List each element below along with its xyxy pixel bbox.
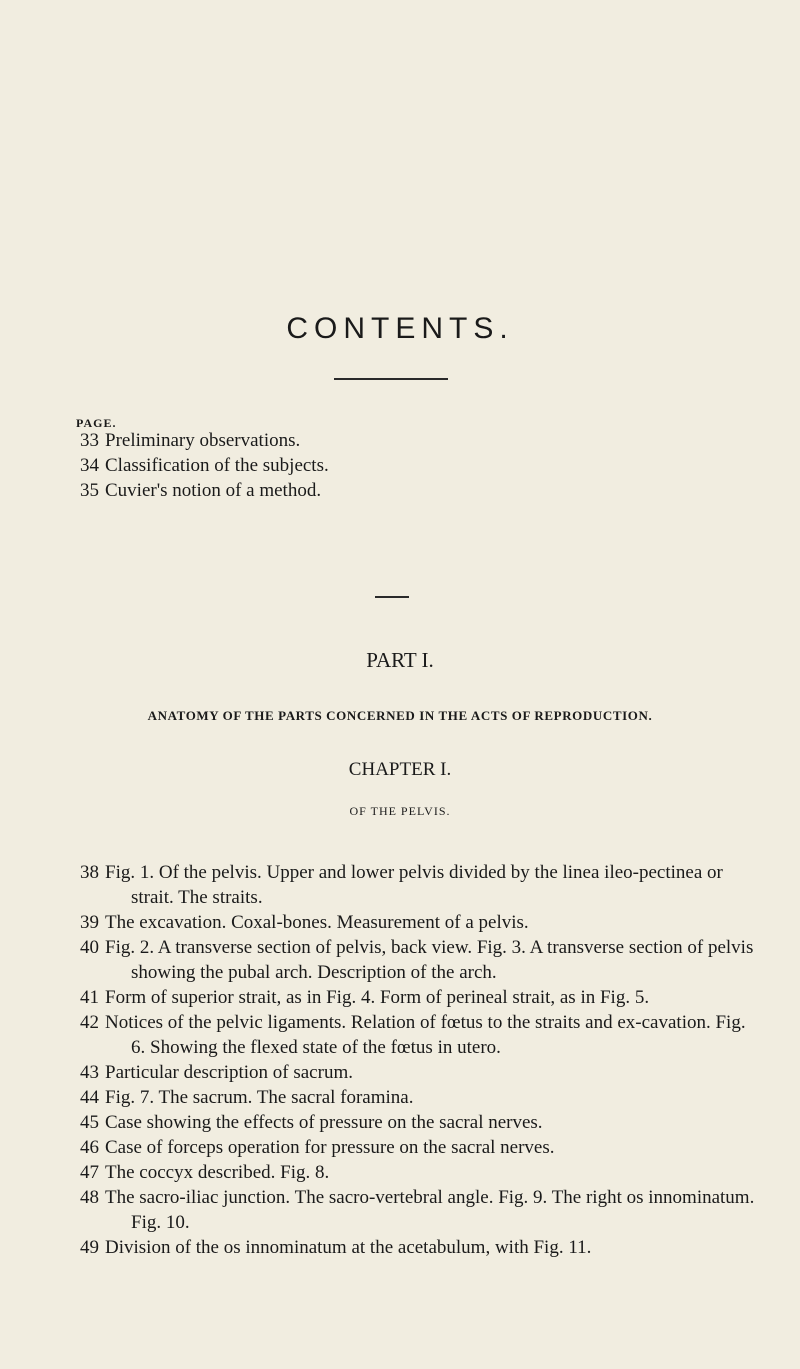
contents-heading: CONTENTS. <box>286 312 514 345</box>
toc-entry-text: Notices of the pelvic ligaments. Relation of fœtus to the straits and ex-cavation. Fig. 6. Showing the flexed state of the fœtus in utero. <box>105 1012 746 1058</box>
part-subtitle: ANATOMY OF THE PARTS CONCERNED IN THE ACTS OF REPRODUCTION. <box>147 708 653 723</box>
toc-entry-text: The coccyx described. Fig. 8. <box>105 1162 330 1183</box>
chapter-subtitle: OF THE PELVIS. <box>349 804 451 818</box>
toc-page-number: 42 <box>80 1012 99 1033</box>
toc-entry <box>80 1110 760 1135</box>
toc-entry <box>80 860 760 910</box>
section-rule <box>375 596 409 598</box>
part-title: PART I. <box>366 648 434 672</box>
toc-entry <box>80 453 760 478</box>
toc-entry <box>80 1135 760 1160</box>
toc-entry-text: Particular description of sacrum. <box>105 1062 353 1083</box>
toc-entry-text: The sacro-iliac junction. The sacro-vertebral angle. Fig. 9. The right os innominatum. Fig. 10. <box>105 1187 755 1233</box>
toc-entry <box>80 1185 760 1235</box>
toc-page-number: 45 <box>80 1112 99 1133</box>
toc-entry <box>80 1060 760 1085</box>
toc-entry <box>80 1010 760 1060</box>
toc-page-number: 47 <box>80 1162 99 1183</box>
toc-page-number: 38 <box>80 862 99 883</box>
toc-entry-text: Division of the os innominatum at the acetabulum, with Fig. 11. <box>105 1237 592 1258</box>
page-column-label: PAGE. <box>76 416 117 430</box>
chapter-title: CHAPTER I. <box>348 759 452 780</box>
toc-entry-text: Fig. 2. A transverse section of pelvis, back view. Fig. 3. A transverse section of pelvis showing the pubal arch. Description of the arch. <box>105 937 754 983</box>
toc-entry-text: The excavation. Coxal-bones. Measurement of a pelvis. <box>105 912 529 933</box>
toc-entry-text: Preliminary observations. <box>105 430 301 451</box>
toc-page-number: 33 <box>80 430 99 451</box>
toc-entry <box>80 478 760 503</box>
toc-page-number: 48 <box>80 1187 99 1208</box>
toc-entry <box>80 985 760 1010</box>
toc-entry-text: Case of forceps operation for pressure on the sacral nerves. <box>105 1137 555 1158</box>
toc-entry <box>80 1235 760 1260</box>
toc-page-number: 39 <box>80 912 99 933</box>
toc-entry-text: Cuvier's notion of a method. <box>105 480 322 501</box>
toc-entry-text: Classification of the subjects. <box>105 455 329 476</box>
toc-entry-text: Case showing the effects of pressure on the sacral nerves. <box>105 1112 543 1133</box>
toc-page-number: 46 <box>80 1137 99 1158</box>
toc-page-number: 43 <box>80 1062 99 1083</box>
toc-page-number: 34 <box>80 455 99 476</box>
toc-entry <box>80 910 760 935</box>
toc-page-number: 49 <box>80 1237 99 1258</box>
heading-rule <box>334 378 448 380</box>
toc-entry-text: Form of superior strait, as in Fig. 4. Form of perineal strait, as in Fig. 5. <box>105 987 650 1008</box>
toc-page-number: 44 <box>80 1087 99 1108</box>
toc-entry <box>80 1160 760 1185</box>
toc-entry <box>80 935 760 985</box>
toc-page-number: 35 <box>80 480 99 501</box>
toc-entry <box>80 428 760 453</box>
toc-page-number: 40 <box>80 937 99 958</box>
toc-entry-text: Fig. 1. Of the pelvis. Upper and lower pelvis divided by the linea ileo-pectinea or strait. The straits. <box>105 862 723 908</box>
toc-entry-text: Fig. 7. The sacrum. The sacral foramina. <box>105 1087 414 1108</box>
toc-page-number: 41 <box>80 987 99 1008</box>
toc-entry <box>80 1085 760 1110</box>
